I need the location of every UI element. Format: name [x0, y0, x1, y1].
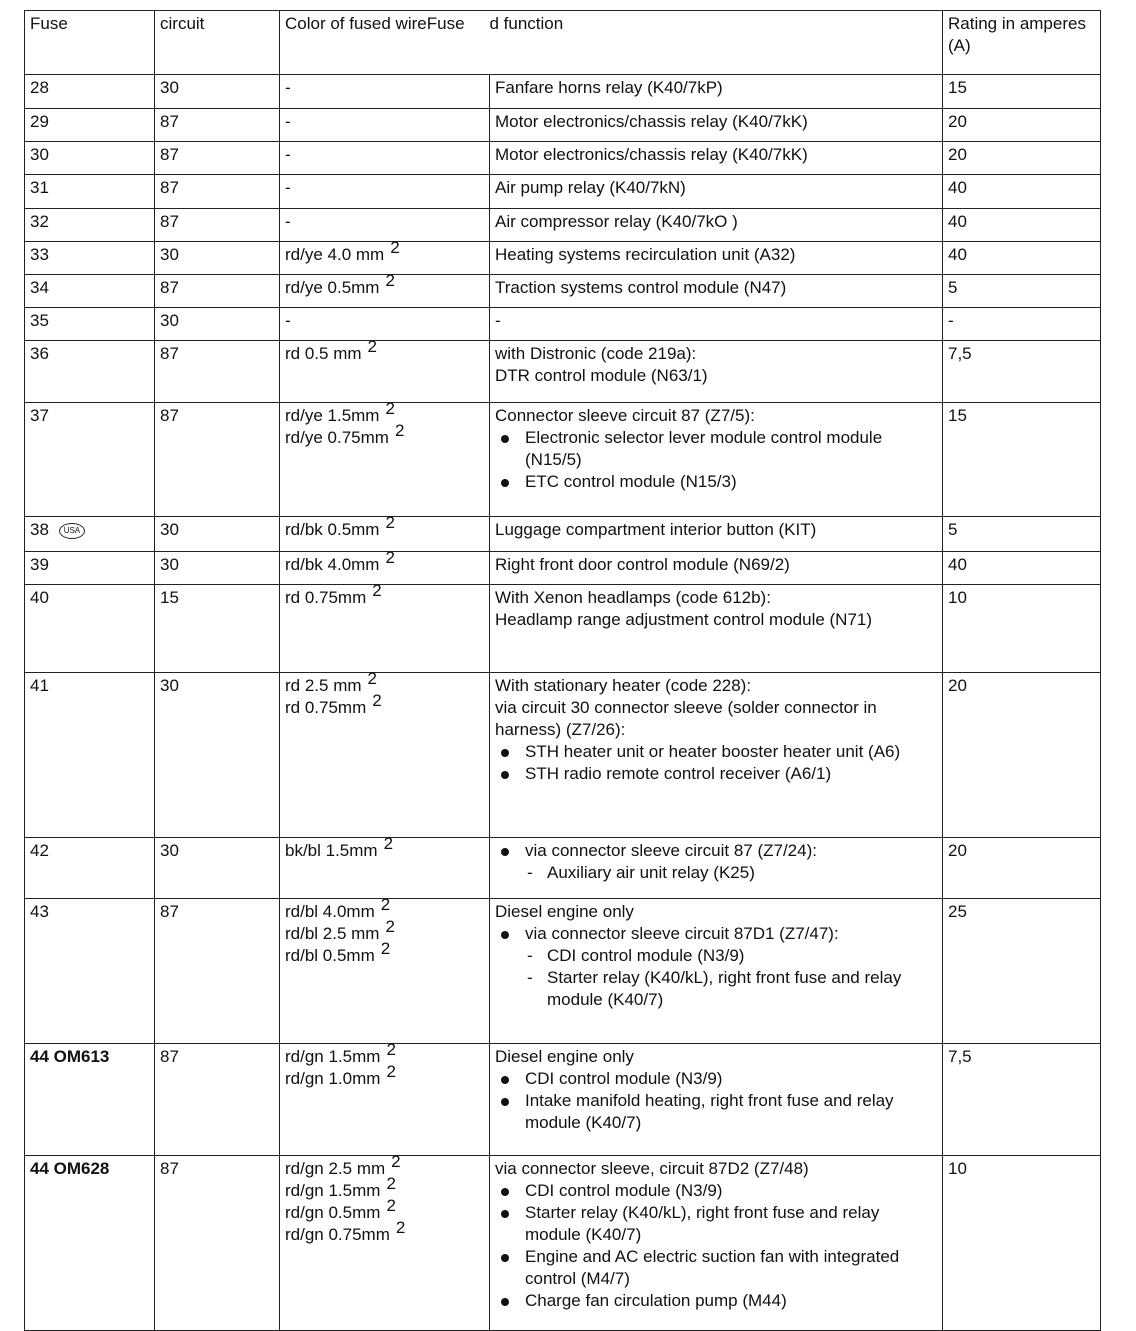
wire-spec: - [285, 145, 291, 164]
cell-circuit: 30 [155, 308, 280, 341]
wire-spec: rd/bk 4.0mm $^2$ [285, 548, 395, 574]
wire-spec: rd/bl 0.5mm $^2$ [285, 939, 391, 965]
table-row [25, 209, 1101, 242]
bullet-item: STH radio remote control receiver (A6/1) [495, 763, 937, 785]
table-row [25, 1044, 1101, 1156]
table-row [25, 1156, 1101, 1331]
cell-rating: 20 [943, 109, 1101, 142]
cell-fused-function [490, 242, 943, 275]
cell-fused-function [490, 75, 943, 109]
function-line: With Xenon headlamps (code 612b): [495, 588, 771, 607]
table-row [25, 585, 1101, 673]
wire-spec: bk/bl 1.5mm $^2$ [285, 834, 394, 860]
cell-rating: 15 [943, 75, 1101, 109]
function-line: Air pump relay (K40/7kN) [495, 178, 686, 197]
superscript-squared: 2 [367, 337, 377, 356]
cell-wire-color [280, 75, 490, 109]
cell-wire-color [280, 399, 490, 517]
wire-spec: rd/gn 2.5 mm $^2$ [285, 1152, 401, 1178]
superscript-squared: 2 [385, 513, 395, 532]
table-row [25, 275, 1101, 308]
wire-spec: rd 0.75mm $^2$ [285, 581, 382, 607]
wire-spec: - [285, 78, 291, 97]
usa-icon: USA [59, 523, 85, 539]
cell-wire-color [280, 109, 490, 142]
table-row [25, 341, 1101, 403]
cell-wire-color [280, 1040, 490, 1156]
cell-fused-function [490, 899, 943, 1044]
bullet-item: STH heater unit or heater booster heater unit (A6) [495, 741, 937, 763]
table-row [25, 109, 1101, 142]
cell-fuse [25, 838, 155, 899]
cell-fused-function [490, 552, 943, 585]
function-line: DTR control module (N63/1) [495, 366, 708, 385]
header-circuit: circuit [155, 11, 280, 75]
fuse-number: 41 [30, 676, 49, 695]
cell-fused-function [490, 673, 943, 838]
cell-rating: 5 [943, 517, 1101, 552]
function-line: Traction systems control module (N47) [495, 278, 787, 297]
wire-spec: rd 0.75mm $^2$ [285, 691, 382, 717]
cell-fused-function [490, 109, 943, 142]
fuse-number: 44 OM613 [30, 1047, 110, 1066]
fuse-number: 32 [30, 212, 49, 231]
wire-spec: rd/gn 1.5mm $^2$ [285, 1040, 396, 1066]
function-line: Motor electronics/chassis relay (K40/7kK) [495, 145, 808, 164]
function-line: Diesel engine only [495, 902, 634, 921]
wire-spec: rd/bl 2.5 mm $^2$ [285, 917, 395, 943]
bullet-item: Intake manifold heating, right front fuse and relay module (K40/7) [495, 1090, 937, 1134]
bullet-item: Electronic selector lever module control module (N15/5) [495, 427, 937, 471]
cell-wire-color [280, 209, 490, 242]
fuse-number: 40 [30, 588, 49, 607]
wire-spec: rd 0.5 mm $^2$ [285, 337, 377, 363]
cell-fuse [25, 899, 155, 1044]
header-fused-function: d function [490, 11, 943, 75]
cell-rating: 10 [943, 1156, 1101, 1331]
cell-wire-color [280, 548, 490, 585]
function-line: Luggage compartment interior button (KIT) [495, 520, 817, 539]
wire-spec: - [285, 212, 291, 231]
cell-rating: 10 [943, 585, 1101, 673]
cell-fuse [25, 341, 155, 403]
superscript-squared: 2 [394, 421, 405, 440]
cell-circuit: 15 [155, 585, 280, 673]
cell-fused-function [490, 308, 943, 341]
cell-rating: 7,5 [943, 341, 1101, 403]
function-line: - [495, 311, 501, 330]
cell-fused-function [490, 838, 943, 899]
function-line: Air compressor relay (K40/7kO ) [495, 212, 738, 231]
cell-fused-function [490, 403, 943, 517]
header-row [25, 11, 1101, 75]
cell-wire-color [280, 1152, 490, 1331]
function-line: with Distronic (code 219a): [495, 344, 697, 363]
cell-rating: 25 [943, 899, 1101, 1044]
cell-fuse [25, 552, 155, 585]
bullet-item: via connector sleeve circuit 87 (Z7/24): [495, 840, 937, 862]
superscript-squared: 2 [385, 548, 395, 567]
cell-circuit: 87 [155, 403, 280, 517]
wire-spec: rd/ye 1.5mm $^2$ [285, 399, 395, 425]
cell-wire-color [280, 834, 490, 899]
cell-circuit: 87 [155, 341, 280, 403]
cell-circuit: 30 [155, 242, 280, 275]
superscript-squared: 2 [380, 939, 391, 958]
cell-circuit: 30 [155, 552, 280, 585]
cell-fuse [25, 673, 155, 838]
superscript-squared: 2 [383, 834, 394, 853]
cell-fused-function [490, 1156, 943, 1331]
superscript-squared: 2 [391, 1152, 401, 1171]
bullet-item: CDI control module (N3/9) [495, 1068, 937, 1090]
bullet-item: ETC control module (N15/3) [495, 471, 937, 493]
table-row [25, 673, 1101, 838]
cell-fused-function [490, 175, 943, 209]
superscript-squared: 2 [385, 271, 395, 290]
header-fuse: Fuse [25, 11, 155, 75]
wire-spec: rd/bk 0.5mm $^2$ [285, 513, 395, 539]
header-wire-color: Color of fused wireFuse [280, 11, 490, 75]
cell-circuit: 87 [155, 275, 280, 308]
fuse-table [24, 10, 1101, 1331]
cell-fuse [25, 242, 155, 275]
wire-spec: rd/ye 0.5mm $^2$ [285, 271, 395, 297]
header-rating: Rating in amperes (A) [943, 11, 1101, 75]
cell-fused-function [490, 209, 943, 242]
superscript-squared: 2 [386, 1040, 396, 1059]
function-line: Right front door control module (N69/2) [495, 555, 790, 574]
fuse-number: 28 [30, 78, 49, 97]
function-line: Diesel engine only [495, 1047, 634, 1066]
fuse-number: 42 [30, 841, 49, 860]
cell-fuse [25, 403, 155, 517]
cell-wire-color [280, 175, 490, 209]
table-row [25, 142, 1101, 175]
cell-fuse [25, 275, 155, 308]
cell-fused-function [490, 341, 943, 403]
cell-fuse [25, 585, 155, 673]
function-line: With stationary heater (code 228): [495, 676, 752, 695]
cell-rating: - [943, 308, 1101, 341]
function-line: via connector sleeve, circuit 87D2 (Z7/48) [495, 1159, 809, 1178]
wire-spec: rd/gn 1.0mm $^2$ [285, 1062, 396, 1088]
superscript-squared: 2 [385, 917, 395, 936]
function-line: Headlamp range adjustment control module (N71) [495, 610, 873, 629]
wire-spec: rd/bl 4.0mm $^2$ [285, 895, 391, 921]
cell-fused-function [490, 517, 943, 552]
cell-fused-function [490, 585, 943, 673]
bullet-item: CDI control module (N3/9) [495, 1180, 937, 1202]
cell-fuse [25, 209, 155, 242]
table-row [25, 552, 1101, 585]
cell-circuit: 87 [155, 209, 280, 242]
superscript-squared: 2 [386, 1174, 396, 1193]
cell-rating: 40 [943, 552, 1101, 585]
cell-fuse [25, 517, 155, 552]
function-line: Motor electronics/chassis relay (K40/7kK) [495, 112, 808, 131]
cell-fused-function [490, 275, 943, 308]
cell-wire-color [280, 669, 490, 838]
cell-fuse [25, 1044, 155, 1156]
wire-spec: rd/gn 0.5mm $^2$ [285, 1196, 396, 1222]
function-line: via circuit 30 connector sleeve (solder connector in harness) (Z7/26): [495, 698, 877, 739]
fuse-number: 30 [30, 145, 49, 164]
cell-wire-color [280, 142, 490, 175]
fuse-number: 37 [30, 406, 49, 425]
wire-spec: - [285, 178, 291, 197]
wire-spec: rd/gn 0.75mm $^2$ [285, 1218, 406, 1244]
table-row [25, 308, 1101, 341]
cell-rating: 20 [943, 838, 1101, 899]
wire-spec: - [285, 112, 291, 131]
cell-fuse [25, 75, 155, 109]
superscript-squared: 2 [367, 669, 377, 688]
bullet-item: Starter relay (K40/kL), right front fuse and relay module (K40/7) [495, 1202, 937, 1246]
cell-fuse [25, 109, 155, 142]
fuse-number: 44 OM628 [30, 1159, 110, 1178]
cell-rating: 15 [943, 403, 1101, 517]
cell-rating: 5 [943, 275, 1101, 308]
superscript-squared: 2 [390, 238, 400, 257]
cell-wire-color [280, 337, 490, 403]
bullet-item: Engine and AC electric suction fan with integrated control (M4/7) [495, 1246, 937, 1290]
superscript-squared: 2 [385, 399, 395, 418]
cell-wire-color [280, 513, 490, 552]
superscript-squared: 2 [395, 1218, 406, 1237]
table-row [25, 838, 1101, 899]
superscript-squared: 2 [386, 1062, 396, 1081]
cell-rating: 7,5 [943, 1044, 1101, 1156]
function-line: Heating systems recirculation unit (A32) [495, 245, 796, 264]
dash-item: - Auxiliary air unit relay (K25) [495, 862, 937, 884]
fuse-number: 31 [30, 178, 49, 197]
fuse-number: 35 [30, 311, 49, 330]
table-row [25, 242, 1101, 275]
cell-circuit: 30 [155, 517, 280, 552]
cell-wire-color [280, 271, 490, 308]
fuse-number: 43 [30, 902, 49, 921]
cell-fuse [25, 142, 155, 175]
table-row [25, 517, 1101, 552]
function-line: Connector sleeve circuit 87 (Z7/5): [495, 406, 755, 425]
bullet-item: Charge fan circulation pump (M44) [495, 1290, 937, 1312]
cell-wire-color [280, 238, 490, 275]
cell-circuit: 87 [155, 175, 280, 209]
cell-fused-function [490, 142, 943, 175]
cell-circuit: 30 [155, 838, 280, 899]
cell-rating: 40 [943, 175, 1101, 209]
cell-fuse [25, 175, 155, 209]
superscript-squared: 2 [372, 581, 382, 600]
table-row [25, 899, 1101, 1044]
cell-wire-color [280, 581, 490, 673]
dash-item: - CDI control module (N3/9) [495, 945, 937, 967]
cell-fuse [25, 308, 155, 341]
cell-rating: 40 [943, 209, 1101, 242]
superscript-squared: 2 [380, 895, 391, 914]
cell-circuit: 87 [155, 1044, 280, 1156]
cell-circuit: 87 [155, 109, 280, 142]
dash-item: - Starter relay (K40/kL), right front fuse and relay module (K40/7) [495, 967, 937, 1011]
cell-rating: 20 [943, 673, 1101, 838]
fuse-number: 36 [30, 344, 49, 363]
table-row [25, 403, 1101, 517]
cell-rating: 20 [943, 142, 1101, 175]
superscript-squared: 2 [372, 691, 382, 710]
cell-circuit: 30 [155, 75, 280, 109]
cell-wire-color [280, 895, 490, 1044]
wire-spec: rd 2.5 mm $^2$ [285, 669, 377, 695]
wire-spec: - [285, 311, 291, 330]
table-row [25, 75, 1101, 109]
cell-circuit: 87 [155, 899, 280, 1044]
superscript-squared: 2 [386, 1196, 396, 1215]
cell-circuit: 87 [155, 142, 280, 175]
table-row [25, 175, 1101, 209]
fuse-number: 29 [30, 112, 49, 131]
function-line: Fanfare horns relay (K40/7kP) [495, 78, 723, 97]
fuse-number: 39 [30, 555, 49, 574]
cell-rating: 40 [943, 242, 1101, 275]
fuse-number: 38 [30, 520, 49, 539]
table-body [25, 75, 1101, 1331]
cell-fused-function [490, 1044, 943, 1156]
cell-wire-color [280, 308, 490, 341]
wire-spec: rd/ye 0.75mm $^2$ [285, 421, 405, 447]
wire-spec: rd/ye 4.0 mm $^2$ [285, 238, 400, 264]
cell-fuse [25, 1156, 155, 1331]
fuse-number: 33 [30, 245, 49, 264]
wire-spec: rd/gn 1.5mm $^2$ [285, 1174, 396, 1200]
cell-circuit: 30 [155, 673, 280, 838]
cell-circuit: 87 [155, 1156, 280, 1331]
fuse-number: 34 [30, 278, 49, 297]
bullet-item: via connector sleeve circuit 87D1 (Z7/47): [495, 923, 937, 945]
